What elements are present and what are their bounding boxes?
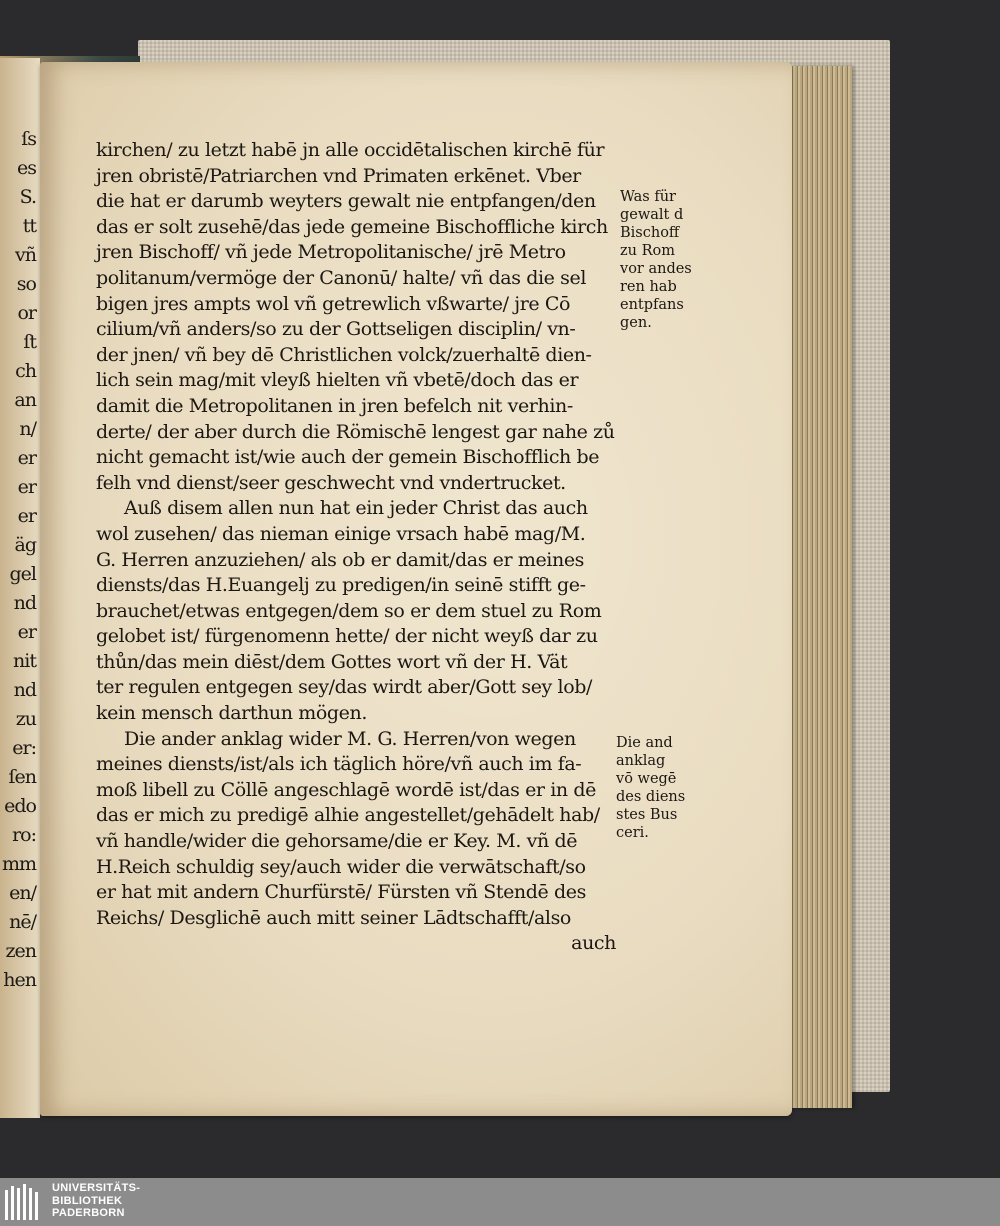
text-line: vñ handle/wider die gehorsame/die er Key. M. vñ dē	[96, 830, 578, 853]
margin-note-line: gewalt d	[620, 207, 684, 223]
text-line: kein mensch darthun mögen.	[96, 702, 367, 725]
library-name-line-1: UNIVERSITÄTS-	[52, 1182, 141, 1194]
text-line: das er mich zu predigē alhie angestellet/gehādelt hab/	[96, 804, 600, 827]
text-line: lich sein mag/mit vleyß hielten vñ vbetē/doch das er	[96, 369, 579, 392]
margin-note-line: ceri.	[616, 825, 649, 841]
margin-note-line: vor andes	[620, 261, 692, 277]
body-text	[96, 138, 616, 957]
left-page-fragment: an	[14, 389, 36, 411]
text-line: brauchet/etwas entgegen/dem so er dem stuel zu Rom	[96, 599, 602, 622]
left-page-fragment: so	[16, 273, 36, 295]
left-page-fragment: nd	[13, 592, 36, 614]
text-line: Auß disem allen nun hat ein jeder Christ das auch	[124, 497, 588, 520]
text-line: das er solt zusehē/das jede gemeine Bischoffliche kirch	[96, 215, 608, 238]
margin-note-line: ren hab	[620, 279, 677, 295]
left-page-fragment: er	[17, 476, 36, 498]
left-page-fragment: er	[17, 621, 36, 643]
margin-note-line: des diens	[616, 789, 686, 805]
left-page-fragment: nit	[13, 650, 36, 672]
book-page	[40, 62, 792, 1116]
margin-note-line: Die and	[616, 735, 673, 751]
left-page-fragment: ſs	[21, 128, 36, 150]
text-line: meines diensts/ist/als ich täglich höre/vñ auch im fa-	[96, 753, 582, 776]
left-page-fragment: vñ	[15, 244, 36, 266]
text-line: G. Herren anzuziehen/ als ob er damit/das er meines	[96, 548, 585, 571]
library-logo-icon	[4, 1184, 44, 1222]
text-line: bigen jres ampts wol vñ getrewlich vßwarte/ jre Cō	[96, 292, 571, 315]
text-line: der jnen/ vñ bey dē Christlichen volck/zuerhaltē dien-	[96, 343, 592, 366]
text-line: jren Bischoff/ vñ jede Metropolitanische/ jrē Metro	[96, 241, 566, 264]
text-line: ter regulen entgegen sey/das wirdt aber/Gott sey lob/	[96, 676, 592, 699]
text-line: diensts/das H.Euangelj zu predigen/in seinē stifft ge-	[96, 574, 586, 597]
left-page-fragment: S.	[19, 186, 36, 208]
left-page-fragment: er:	[12, 737, 36, 759]
text-line: Die ander anklag wider M. G. Herren/von wegen	[124, 727, 576, 750]
text-line: moß libell zu Cöllē angeschlagē wordē ist/das er in dē	[96, 778, 596, 801]
library-name-line-2: BIBLIOTHEK	[52, 1194, 123, 1207]
margin-note-second-charge	[616, 734, 685, 842]
left-page-fragment: ſen	[8, 766, 36, 788]
text-line: wol zusehen/ das nieman einige vrsach habē mag/M.	[96, 522, 586, 545]
left-page-fragment: hen	[3, 969, 36, 991]
text-line: nicht gemacht ist/wie auch der gemein Bischofflich be	[96, 446, 600, 469]
footer-bar	[0, 1178, 1000, 1226]
text-line: gelobet ist/ fürgenomenn hette/ der nicht weyß dar zu	[96, 625, 598, 648]
text-line: derte/ der aber durch die Römischē lengest gar nahe zů	[96, 420, 615, 443]
margin-note-power	[620, 188, 692, 332]
left-page-fragment: äg	[14, 534, 36, 556]
text-line: kirchen/ zu letzt habē jn alle occidētalischen kirchē für	[96, 139, 605, 161]
margin-note-line: anklag	[616, 753, 666, 769]
left-page-fragment: mm	[1, 853, 36, 875]
left-page-fragment: en/	[9, 882, 36, 904]
left-page-fragment: ch	[15, 360, 36, 382]
margin-note-line: gen.	[620, 315, 652, 331]
left-page-fragment: nd	[13, 679, 36, 701]
page-block-edges	[790, 66, 852, 1108]
left-page-fragment: zen	[5, 940, 36, 962]
left-page-fragment: ſt	[23, 331, 36, 353]
left-page-fragment: tt	[22, 215, 36, 237]
left-page-fragment: er	[17, 505, 36, 527]
left-page-fragment: edo	[4, 795, 36, 817]
text-line: auch	[571, 932, 616, 955]
margin-note-line: entpfans	[620, 297, 684, 313]
text-line: politanum/vermöge der Canonū/ halte/ vñ das die sel	[96, 266, 587, 289]
left-page-fragment: gel	[9, 563, 36, 585]
text-line: H.Reich schuldig sey/auch wider die verwātschaft/so	[96, 855, 586, 878]
text-line: Reichs/ Desglichē auch mitt seiner Lādtschafft/also	[96, 906, 571, 929]
text-line: thůn/das mein diēst/dem Gottes wort vñ der H. Vät	[96, 650, 568, 673]
text-line: die hat er darumb weyters gewalt nie entpfangen/den	[96, 190, 596, 213]
left-page-fragment: nē/	[9, 911, 36, 933]
left-page-fragment: zu	[15, 708, 36, 730]
left-page-edge	[0, 58, 40, 1118]
left-page-fragment: ro:	[12, 824, 36, 846]
library-name	[52, 1182, 140, 1220]
text-line: jren obristē/Patriarchen vnd Primaten erkēnet. Vber	[96, 164, 581, 187]
left-page-fragment: es	[17, 157, 36, 179]
margin-note-line: Bischoff	[620, 225, 680, 241]
text-line: felh vnd dienst/seer geschwecht vnd vndertrucket.	[96, 471, 566, 494]
margin-note-line: Was für	[620, 189, 676, 205]
margin-note-line: vō wegē	[616, 771, 677, 787]
left-page-fragment: or	[17, 302, 36, 324]
margin-note-line: stes Bus	[616, 807, 678, 823]
library-name-line-3: PADERBORN	[52, 1207, 125, 1219]
left-page-fragment: n/	[19, 418, 36, 440]
margin-note-line: zu Rom	[620, 243, 675, 259]
left-page-fragment: er	[17, 447, 36, 469]
text-line: er hat mit andern Churfürstē/ Fürsten vñ Stendē des	[96, 881, 586, 904]
text-line: damit die Metropolitanen in jren befelch nit verhin-	[96, 394, 573, 417]
text-line: cilium/vñ anders/so zu der Gottseligen disciplin/ vn-	[96, 318, 576, 341]
